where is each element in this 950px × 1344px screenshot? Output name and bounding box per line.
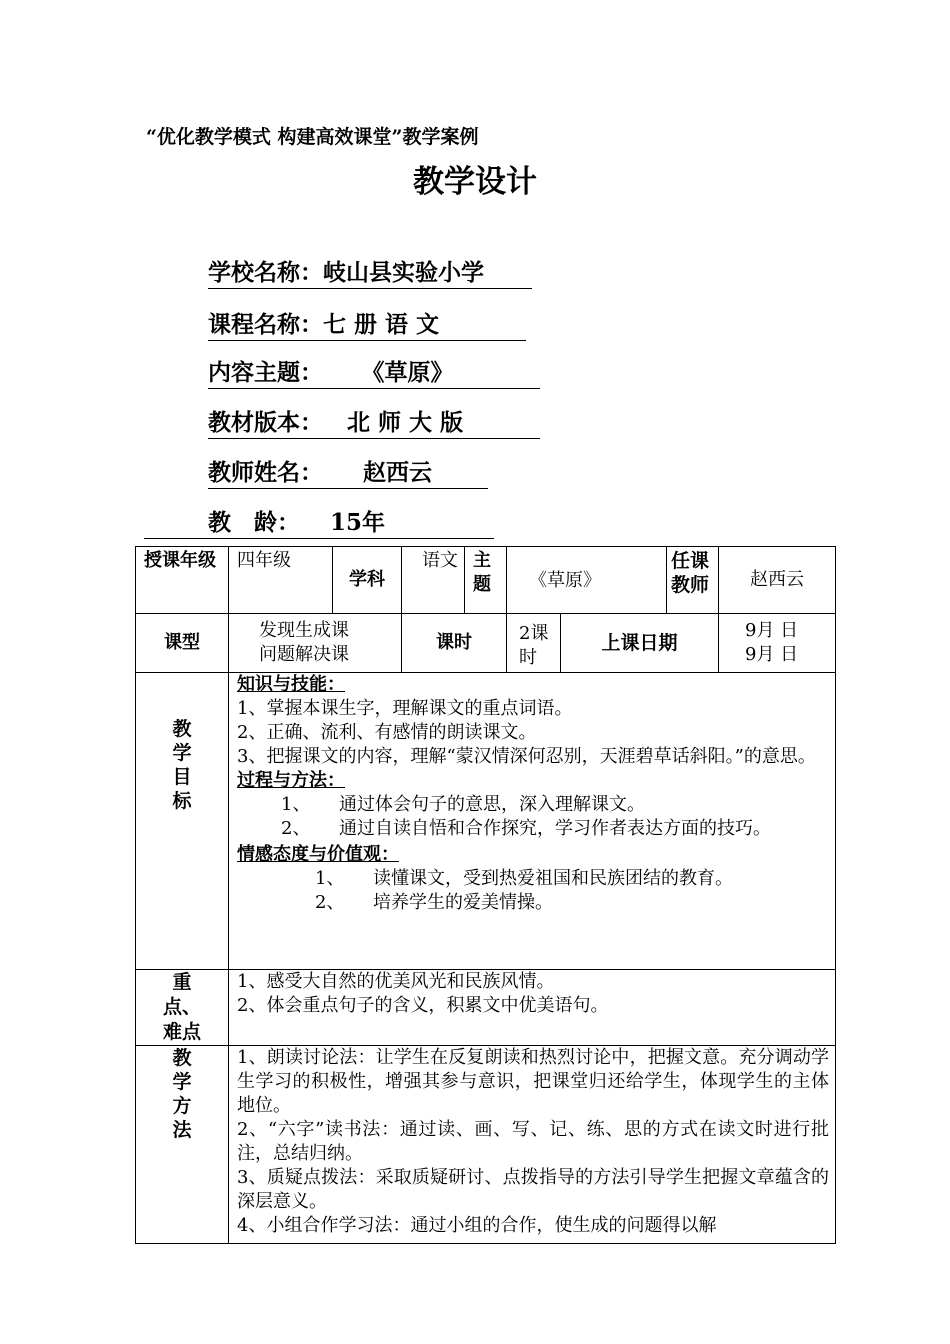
knowledge-heading: 知识与技能：	[237, 674, 345, 695]
type-values	[229, 614, 402, 673]
info-value: 赵西云	[363, 459, 432, 486]
info-label: 课程名称：	[208, 311, 323, 338]
info-label: 教材版本：	[208, 409, 323, 436]
type-value: 发现生成课	[259, 620, 349, 641]
grade-label: 授课年级	[136, 547, 229, 614]
emotion-item: 2、 培养学生的爱美情操。	[315, 892, 553, 913]
goal-item: 1、掌握本课生字，理解课文的重点词语。	[237, 698, 573, 719]
keypoints-label: 重点、难点	[136, 970, 229, 1046]
subject-value: 语文	[402, 547, 465, 614]
info-edition	[208, 408, 540, 439]
goals-content	[229, 673, 836, 970]
info-value: 《草原》	[373, 359, 454, 386]
keypoint-item: 2、体会重点句子的含义，积累文中优美语句。	[237, 995, 609, 1016]
grade-value: 四年级	[229, 547, 333, 614]
process-item: 2、 通过自读自悟和合作探究，学习作者表达方面的技巧。	[281, 818, 771, 839]
hours-value: 2课时	[507, 614, 561, 673]
emotion-item: 1、 读懂课文，受到热爱祖国和民族团结的教育。	[315, 868, 733, 889]
date-values	[719, 614, 836, 673]
info-value: 岐山县实验小学	[323, 259, 484, 286]
date-value: 9月 日	[745, 620, 799, 641]
methods-label: 教学方法	[136, 1046, 229, 1244]
method-item: 1、朗读讨论法：让学生在反复朗读和热烈讨论中，把握文意。充分调动学生学习的积极性，增强其参与意识，把课堂归还给学生，体现学生的主体地位。	[237, 1047, 829, 1116]
method-item: 4、小组合作学习法：通过小组的合作，使生成的问题得以解	[237, 1215, 717, 1236]
goal-item: 3、把握课文的内容，理解“蒙汉情深何忍别，天涯碧草话斜阳。”的意思。	[237, 746, 816, 767]
date-value: 9月 日	[745, 644, 799, 665]
info-label: 内容主题：	[208, 359, 323, 386]
topic-label: 主题	[465, 547, 507, 614]
keypoint-item: 1、感受大自然的优美风光和民族风情。	[237, 971, 555, 992]
info-value: 15年	[330, 509, 386, 536]
method-item: 2、“六字”读书法：通过读、画、写、记、练、思的方式在读文时进行批注，总结归纳。	[237, 1119, 829, 1164]
process-heading: 过程与方法：	[237, 770, 345, 791]
info-label: 教 龄：	[208, 509, 300, 536]
document-title: 教学设计	[413, 164, 537, 200]
goals-label: 教学目标	[136, 673, 229, 970]
subject-label: 学科	[333, 547, 402, 614]
document-subtitle: “优化教学模式 构建高效课堂”教学案例	[146, 126, 479, 148]
info-label: 教师姓名：	[208, 459, 323, 486]
topic-value: 《草原》	[507, 547, 667, 614]
teacher-value: 赵西云	[719, 547, 836, 614]
keypoints-content	[229, 970, 836, 1046]
info-value: 北 师 大 版	[347, 409, 464, 436]
goal-item: 2、正确、流利、有感情的朗读课文。	[237, 722, 537, 743]
teacher-label: 任课教师	[667, 547, 719, 614]
info-teacher	[208, 458, 488, 489]
info-value: 七 册 语 文	[323, 311, 440, 338]
date-label: 上课日期	[561, 614, 719, 673]
info-school	[208, 258, 532, 289]
info-label: 学校名称：	[208, 259, 323, 286]
type-label: 课型	[136, 614, 229, 673]
method-item: 3、质疑点拨法：采取质疑研讨、点拨指导的方法引导学生把握文章蕴含的深层意义。	[237, 1167, 829, 1212]
emotion-heading: 情感态度与价值观：	[237, 844, 399, 865]
lesson-plan-table	[135, 546, 836, 1244]
process-item: 1、 通过体会句子的意思，深入理解课文。	[281, 794, 645, 815]
type-value: 问题解决课	[259, 644, 349, 665]
info-topic	[208, 358, 540, 389]
info-course	[208, 310, 526, 341]
info-years	[144, 508, 494, 539]
hours-label: 课时	[402, 614, 507, 673]
methods-content	[229, 1046, 836, 1244]
